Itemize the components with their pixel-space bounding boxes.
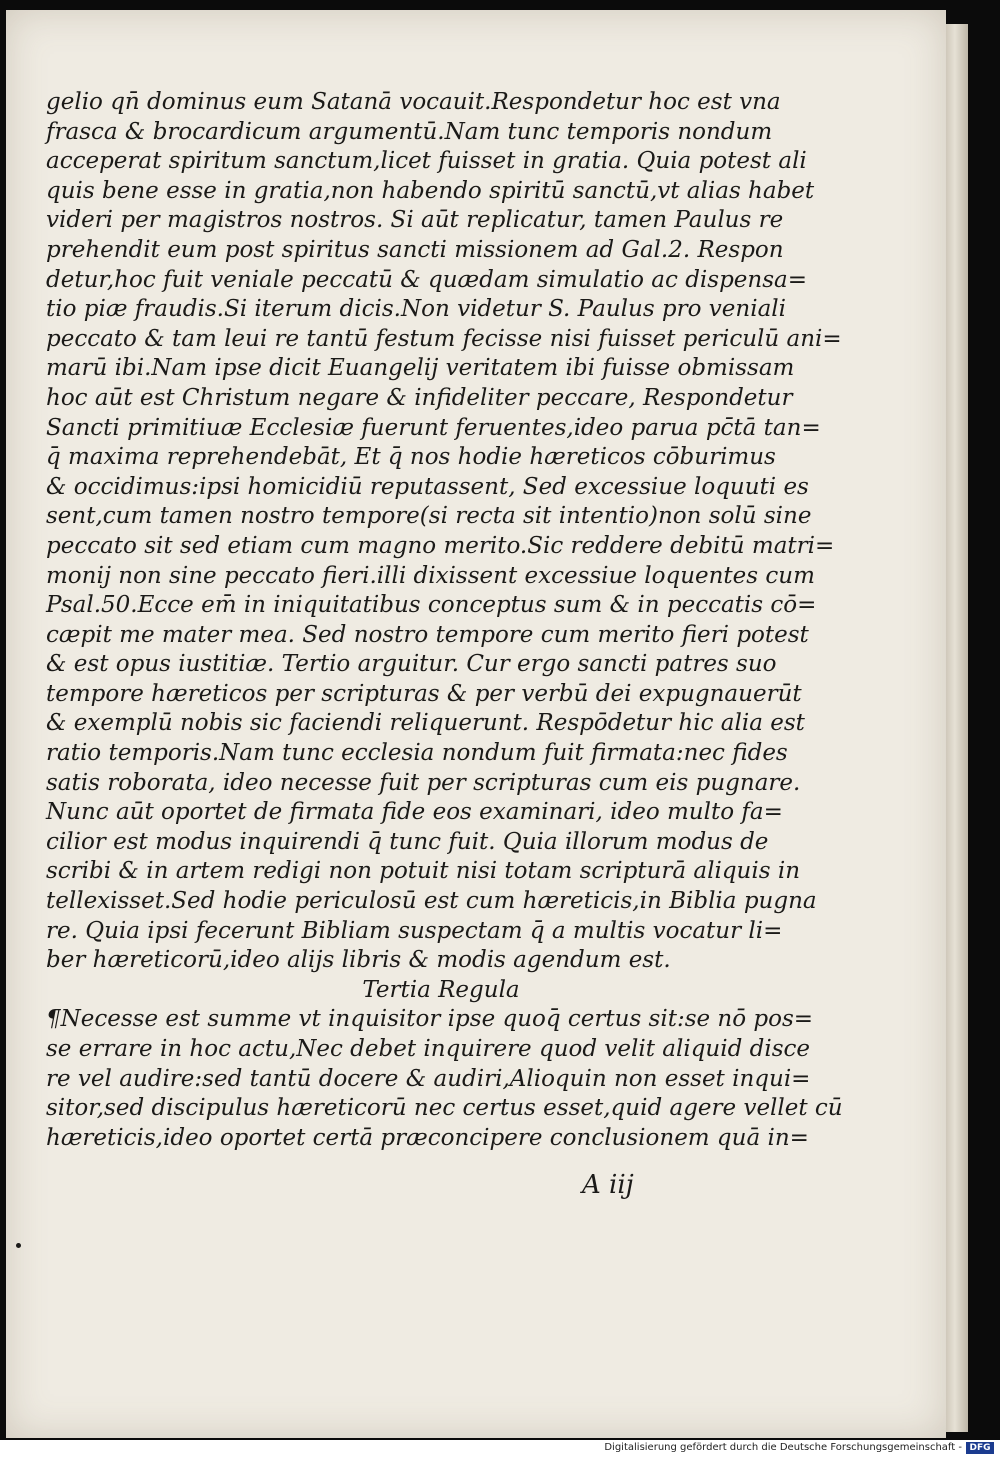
text-line: re. Quia ipsi fecerunt Bibliam suspectam q̄ a multis vocatur li= <box>46 917 783 944</box>
text-line: Nunc aūt oportet de firmata fide eos examinari, ideo multo fa= <box>46 799 783 826</box>
text-line: sitor,sed discipulus hæreticorū nec certus esset,quid agere vellet cū <box>46 1095 843 1122</box>
page-edge <box>946 24 968 1432</box>
text-line: cilior est modus inquirendi q̄ tunc fuit. Quia illorum modus de <box>46 828 769 855</box>
text-line: prehendit eum post spiritus sancti missionem ad Gal.2. Respon <box>46 236 784 263</box>
text-line: cæpit me mater mea. Sed nostro tempore cum merito fieri potest <box>46 621 809 648</box>
text-line: gelio qn̄ dominus eum Satanā vocauit.Respondetur hoc est vna <box>46 89 781 115</box>
text-line: Sancti primitiuæ Ecclesiæ fuerunt feruentes,ideo parua pc̄tā tan= <box>46 414 821 441</box>
text-line: acceperat spiritum sanctum,licet fuisset in gratia. Quia potest ali <box>46 148 807 175</box>
text-line: hæreticis,ideo oportet certā præconcipere conclusionem quā in= <box>46 1124 809 1151</box>
text-line: monij non sine peccato fieri.illi dixissent excessiue loquentes cum <box>46 562 815 589</box>
text-line: & occidimus:ipsi homicidiū reputassent, Sed excessiue loquuti es <box>46 473 809 500</box>
text-line: se errare in hoc actu,Nec debet inquirere quod velit aliquid disce <box>46 1036 810 1062</box>
text-line: tio piæ fraudis.Si iterum dicis.Non videtur S. Paulus pro veniali <box>46 296 787 323</box>
text-line: videri per magistros nostros. Si aūt replicatur, tamen Paulus re <box>46 207 784 234</box>
text-line: & est opus iustitiæ. Tertio arguitur. Cur ergo sancti patres suo <box>46 651 777 678</box>
text-line: frasca & brocardicum argumentū.Nam tunc temporis nondum <box>46 118 773 145</box>
text-line: & exemplū nobis sic faciendi reliquerunt. Respōdetur hic alia est <box>46 710 805 737</box>
margin-ink-dot <box>16 1243 21 1248</box>
text-line: detur,hoc fuit veniale peccatū & quædam simulatio ac dispensa= <box>46 266 808 293</box>
text-line: quis bene esse in gratia,non habendo spiritū sanctū,vt alias habet <box>46 177 815 204</box>
text-line: tempore hæreticos per scripturas & per verbū dei expugnauerūt <box>46 680 802 707</box>
text-line: peccato sit sed etiam cum magno merito.Sic reddere debitū matri= <box>46 532 835 559</box>
signature-mark: A iij <box>582 1170 634 1200</box>
footer-credit: Digitalisierung gefördert durch die Deutsche Forschungsgemeinschaft - <box>604 1442 962 1453</box>
text-line: ber hæreticorū,ideo alijs libris & modis agendum est. <box>46 947 671 974</box>
text-line: q̄ maxima reprehendebāt, Et q̄ nos hodie hæreticos cōburimus <box>46 444 776 471</box>
section-heading: Tertia Regula <box>362 976 520 1003</box>
text-line: hoc aūt est Christum negare & infideliter peccare, Respondetur <box>46 384 793 411</box>
text-line: peccato & tam leui re tantū festum fecisse nisi fuisset periculū ani= <box>46 325 842 352</box>
page-body-text <box>46 88 843 1153</box>
text-line: sent,cum tamen nostro tempore(si recta sit intentio)non solū sine <box>46 503 812 530</box>
dfg-logo: DFG <box>966 1442 994 1454</box>
text-line: Psal.50.Ecce em̄ in iniquitatibus conceptus sum & in peccatis cō= <box>46 592 817 619</box>
text-line: ¶Necesse est summe vt inquisitor ipse quoq̄ certus sit:se nō pos= <box>46 1006 814 1033</box>
text-line: ratio temporis.Nam tunc ecclesia nondum fuit firmata:nec fides <box>46 740 788 767</box>
text-line: marū ibi.Nam ipse dicit Euangelij veritatem ibi fuisse obmissam <box>46 355 795 382</box>
text-line: tellexisset.Sed hodie periculosū est cum hæreticis,in Biblia pugna <box>46 888 817 915</box>
text-line: re vel audire:sed tantū docere & audiri,Alioquin non esset inqui= <box>46 1065 811 1092</box>
text-line: scribi & in artem redigi non potuit nisi totam scripturā aliquis in <box>46 858 801 885</box>
text-line: satis roborata, ideo necesse fuit per scripturas cum eis pugnare. <box>46 769 801 796</box>
